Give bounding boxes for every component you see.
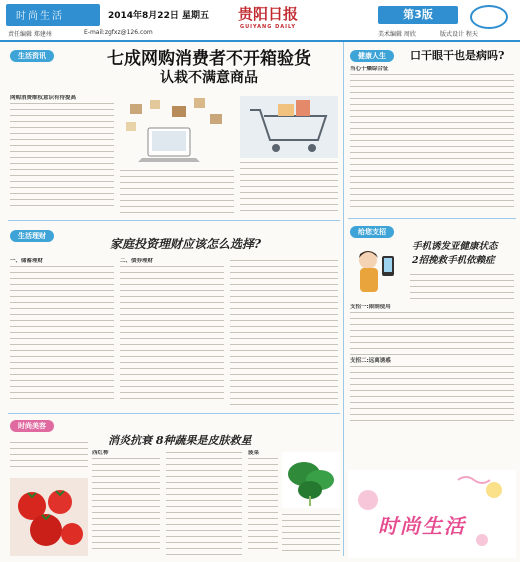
editor-credit: 责任编辑 郑建州 [8, 31, 52, 38]
section-tag-life-info: 生活资讯 [10, 50, 54, 62]
section-divider [8, 220, 340, 221]
headline-fashion: 消炎抗衰 8种蔬果是皮肤救星 [108, 434, 252, 447]
article-fashion-intro [10, 440, 88, 470]
fashion-art-panel [348, 470, 516, 558]
paper-logo: 贵阳日报 GUIYANG DAILY [238, 5, 299, 30]
section-title: 时尚生活 [16, 11, 64, 22]
section-divider [8, 413, 340, 414]
article-fashion-col4: 菠菜 [248, 450, 278, 556]
art-editor-credit: 美术编辑 周欣 [378, 31, 416, 38]
phone-user-illustration [350, 246, 406, 298]
article-finance-col3 [230, 258, 338, 408]
brand-ring-icon [470, 5, 508, 29]
article-fashion-col3 [166, 450, 242, 556]
article-finance-col2: 二、债券理财 [120, 258, 224, 408]
article-fashion-col5 [282, 512, 340, 556]
fashion-art-title: 时尚生活 [378, 514, 466, 538]
page-number: 第3版 [378, 6, 458, 24]
section-tag-fashion: 时尚美容 [10, 420, 54, 432]
tomatoes-image [10, 478, 88, 556]
section-divider [348, 218, 516, 219]
layout-credit: 版式设计 程天 [440, 31, 478, 38]
issue-date: 2014年8月22日 星期五 [108, 11, 209, 21]
headline-dry-eyes: 口干眼干也是病吗? [410, 49, 505, 62]
online-shopping-illustration [120, 96, 234, 166]
headline-phone-addiction: 手机诱发亚健康状态 2招挽救手机依赖症 [412, 241, 498, 266]
article-tips-intro [410, 272, 514, 302]
shopping-cart-image [240, 96, 338, 158]
section-banner [6, 4, 100, 26]
column-divider [343, 42, 344, 556]
section-tag-health: 健康人生 [350, 50, 394, 62]
article-health-body: 当心干燥综合征 [350, 66, 514, 214]
article-finance-col1: 一、储蓄理财 [10, 258, 114, 408]
section-tag-tips: 给您支招 [350, 226, 394, 238]
editor-email: E-mail:zgfxz@126.com [84, 29, 153, 36]
article-online-shopping-col2 [120, 168, 234, 214]
article-online-shopping-col1: 网购消费维权意识有待提高 [10, 95, 114, 215]
article-tips-body: 支招一:限制使用 支招二:远离诱惑 [350, 304, 514, 428]
section-tag-finance: 生活理财 [10, 230, 54, 242]
headline-online-shopping: 七成网购消费者不开箱验货 认栽不满意商品 [107, 49, 311, 86]
spinach-image [282, 452, 340, 508]
headline-finance: 家庭投资理财应该怎么选择? [110, 237, 262, 251]
article-online-shopping-col3 [240, 160, 338, 216]
article-fashion-col2: 西红柿 [92, 450, 160, 556]
